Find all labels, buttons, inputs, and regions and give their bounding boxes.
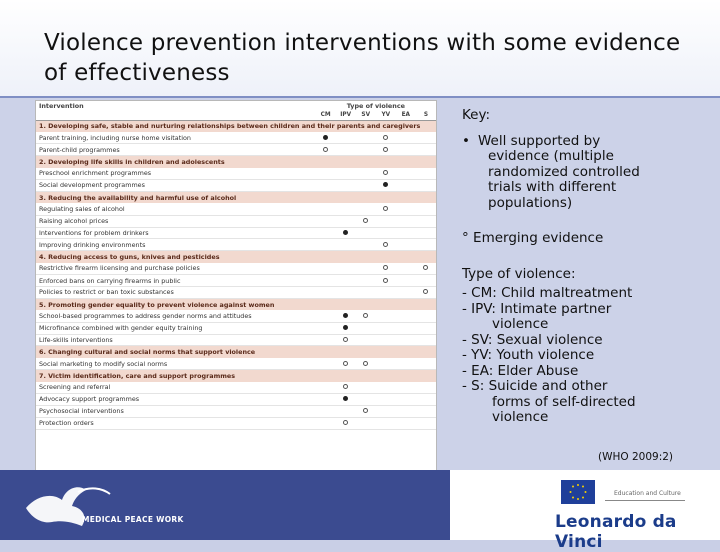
evidence-cell: [336, 215, 356, 227]
evidence-cell: [416, 179, 436, 191]
evidence-cell: [396, 275, 416, 287]
table-row: [36, 168, 436, 180]
open-circle-icon: [363, 218, 368, 223]
open-circle-icon: [423, 289, 428, 294]
open-circle-icon: °: [462, 230, 469, 246]
intervention-label: Improving drinking environments: [36, 239, 316, 251]
evidence-cell: [336, 239, 356, 251]
evidence-cell: [356, 227, 376, 239]
table-row: [36, 275, 436, 287]
evidence-cell: [396, 239, 416, 251]
evidence-cell: [396, 168, 416, 180]
evidence-cell: [336, 417, 356, 429]
evidence-cell: [316, 358, 336, 370]
evidence-cell: [396, 310, 416, 322]
evidence-cell: [416, 358, 436, 370]
section-row: [36, 346, 436, 358]
evidence-cell: [396, 215, 416, 227]
open-circle-icon: [383, 135, 388, 140]
evidence-cell: [336, 144, 356, 156]
intervention-label: Social marketing to modify social norms: [36, 358, 316, 370]
intervention-header: Intervention: [39, 102, 84, 110]
column-header: EA: [396, 111, 416, 120]
evidence-cell: [416, 322, 436, 334]
key-emerging-text: Emerging evidence: [473, 230, 604, 246]
violence-type-name: Suicide and other: [488, 378, 608, 394]
evidence-cell: [356, 144, 376, 156]
key-supported: [462, 134, 712, 150]
evidence-cell: [376, 334, 396, 346]
evidence-cell: [376, 393, 396, 405]
evidence-cell: [376, 275, 396, 287]
key-heading: Key:: [462, 107, 491, 123]
table-row: [36, 334, 436, 346]
evidence-cell: [376, 358, 396, 370]
evidence-cell: [416, 310, 436, 322]
evidence-cell: [336, 286, 356, 298]
open-circle-icon: [383, 242, 388, 247]
evidence-cell: [356, 239, 376, 251]
source-citation: (WHO 2009:2): [598, 451, 674, 463]
footer-brand-band: [0, 470, 450, 540]
intervention-label: Parent-child programmes: [36, 144, 316, 156]
evidence-cell: [416, 144, 436, 156]
evidence-cell: [376, 179, 396, 191]
evidence-cell: [356, 334, 376, 346]
evidence-cell: [356, 215, 376, 227]
intervention-label: Enforced bans on carrying firearms in public: [36, 275, 316, 287]
intervention-label: Protection orders: [36, 417, 316, 429]
evidence-cell: [396, 382, 416, 394]
intervention-label: Policies to restrict or ban toxic substances: [36, 286, 316, 298]
violence-type-item: [462, 348, 712, 364]
intervention-label: Psychosocial interventions: [36, 405, 316, 417]
intervention-label: Restrictive firearm licensing and purchase policies: [36, 263, 316, 275]
evidence-cell: [416, 417, 436, 429]
filled-dot-icon: [343, 396, 348, 401]
table-row: [36, 144, 436, 156]
evidence-cell: [336, 405, 356, 417]
programme-label: Education and Culture: [614, 490, 681, 497]
violence-type-code: - CM:: [462, 285, 497, 301]
evidence-cell: [376, 215, 396, 227]
evidence-cell: [356, 417, 376, 429]
evidence-cell: [376, 310, 396, 322]
evidence-cell: [396, 144, 416, 156]
violence-type-name: Sexual violence: [496, 331, 603, 348]
section-label: 5. Promoting gender equality to prevent violence against women: [36, 298, 436, 310]
eu-flag-icon: [561, 480, 595, 504]
section-label: 4. Reducing access to guns, knives and pesticides: [36, 251, 436, 263]
slide-title: Violence prevention interventions with some evidence of effectiveness: [44, 30, 681, 86]
table-row: [36, 393, 436, 405]
open-circle-icon: [363, 313, 368, 318]
intervention-label: Interventions for problem drinkers: [36, 227, 316, 239]
filled-dot-icon: •: [462, 132, 470, 149]
open-circle-icon: [383, 206, 388, 211]
evidence-cell: [396, 263, 416, 275]
evidence-cell: [356, 310, 376, 322]
evidence-cell: [336, 310, 356, 322]
evidence-cell: [396, 358, 416, 370]
intervention-label: Raising alcohol prices: [36, 215, 316, 227]
evidence-cell: [356, 393, 376, 405]
key-supported-line: evidence (multiple: [488, 148, 614, 164]
violence-type-name: Elder Abuse: [497, 362, 579, 379]
key-panel: [462, 108, 712, 426]
evidence-cell: [356, 203, 376, 215]
open-circle-icon: [423, 265, 428, 270]
section-row: [36, 251, 436, 263]
open-circle-icon: [363, 361, 368, 366]
evidence-cell: [376, 405, 396, 417]
filled-dot-icon: [343, 325, 348, 330]
violence-type-name: Youth violence: [496, 347, 595, 363]
table-row: [36, 132, 436, 144]
evidence-cell: [376, 132, 396, 144]
open-circle-icon: [343, 420, 348, 425]
key-supported-line: trials with different: [488, 179, 617, 195]
evidence-cell: [316, 132, 336, 144]
open-circle-icon: [343, 384, 348, 389]
evidence-cell: [416, 168, 436, 180]
evidence-cell: [356, 132, 376, 144]
evidence-cell: [356, 358, 376, 370]
evidence-cell: [356, 286, 376, 298]
evidence-cell: [396, 179, 416, 191]
evidence-cell: [396, 203, 416, 215]
evidence-cell: [316, 382, 336, 394]
violence-type-name: Child maltreatment: [501, 285, 633, 301]
evidence-cell: [416, 286, 436, 298]
violence-type-code: - SV:: [462, 331, 493, 348]
open-circle-icon: [363, 408, 368, 413]
evidence-cell: [316, 144, 336, 156]
violence-type-code: - YV:: [462, 347, 493, 363]
evidence-cell: [336, 203, 356, 215]
evidence-cell: [376, 322, 396, 334]
title-bar: [0, 0, 720, 98]
interventions-table: [36, 101, 436, 430]
evidence-cell: [316, 334, 336, 346]
evidence-cell: [396, 132, 416, 144]
evidence-cell: [316, 286, 336, 298]
evidence-cell: [416, 334, 436, 346]
table-row: [36, 239, 436, 251]
column-header: IPV: [336, 111, 356, 120]
open-circle-icon: [383, 278, 388, 283]
evidence-cell: [416, 393, 436, 405]
open-circle-icon: [343, 361, 348, 366]
intervention-label: Social development programmes: [36, 179, 316, 191]
evidence-cell: [316, 239, 336, 251]
evidence-cell: [376, 263, 396, 275]
table-row: [36, 179, 436, 191]
filled-dot-icon: [323, 135, 328, 140]
evidence-cell: [336, 358, 356, 370]
section-row: [36, 191, 436, 203]
violence-type-name: Intimate partner: [500, 300, 612, 317]
open-circle-icon: [383, 170, 388, 175]
evidence-cell: [356, 263, 376, 275]
key-supported-line: populations): [488, 194, 573, 211]
section-row: [36, 370, 436, 382]
evidence-cell: [376, 227, 396, 239]
section-label: 2. Developing life skills in children and adolescents: [36, 156, 436, 168]
evidence-cell: [416, 263, 436, 275]
evidence-cell: [416, 215, 436, 227]
table-row: [36, 417, 436, 429]
table-row: [36, 382, 436, 394]
org-name: MEDICAL PEACE WORK: [82, 515, 184, 524]
evidence-cell: [416, 382, 436, 394]
type-heading: Type of violence:: [462, 265, 576, 282]
evidence-cell: [316, 393, 336, 405]
evidence-cell: [416, 132, 436, 144]
column-header-row: [36, 111, 436, 120]
filled-dot-icon: [343, 230, 348, 235]
evidence-cell: [416, 227, 436, 239]
table-row: [36, 310, 436, 322]
evidence-cell: [316, 215, 336, 227]
evidence-cell: [356, 322, 376, 334]
key-supported-text: Well supported by: [478, 132, 601, 149]
evidence-cell: [396, 286, 416, 298]
column-header: S: [416, 111, 436, 120]
open-circle-icon: [323, 147, 328, 152]
evidence-cell: [396, 227, 416, 239]
evidence-cell: [336, 334, 356, 346]
evidence-cell: [336, 393, 356, 405]
table-body: [36, 120, 436, 429]
dove-icon: [22, 478, 112, 536]
evidence-cell: [396, 322, 416, 334]
intervention-label: Regulating sales of alcohol: [36, 203, 316, 215]
evidence-cell: [336, 322, 356, 334]
intervention-label: Life-skills interventions: [36, 334, 316, 346]
evidence-cell: [416, 405, 436, 417]
evidence-cell: [356, 179, 376, 191]
evidence-cell: [336, 275, 356, 287]
violence-type-item: [462, 379, 712, 395]
evidence-cell: [336, 179, 356, 191]
evidence-cell: [336, 227, 356, 239]
evidence-cell: [356, 382, 376, 394]
table-row: [36, 286, 436, 298]
table-row: [36, 405, 436, 417]
violence-type-code: - IPV:: [462, 300, 496, 317]
evidence-cell: [396, 393, 416, 405]
intervention-label: Parent training, including nurse home visitation: [36, 132, 316, 144]
open-circle-icon: [383, 265, 388, 270]
table-row: [36, 227, 436, 239]
section-label: 3. Reducing the availability and harmful use of alcohol: [36, 191, 436, 203]
evidence-cell: [416, 239, 436, 251]
evidence-cell: [336, 132, 356, 144]
violence-type-item: [462, 364, 712, 380]
evidence-cell: [376, 239, 396, 251]
evidence-cell: [316, 203, 336, 215]
violence-type-continuation: violence: [492, 409, 549, 425]
evidence-cell: [316, 417, 336, 429]
violence-type-item: [462, 302, 712, 318]
evidence-cell: [376, 168, 396, 180]
column-header: CM: [316, 111, 336, 120]
evidence-cell: [336, 263, 356, 275]
evidence-cell: [376, 382, 396, 394]
divider: [605, 500, 685, 501]
table-row: [36, 215, 436, 227]
key-emerging: [462, 231, 712, 247]
evidence-cell: [316, 310, 336, 322]
table-row: [36, 263, 436, 275]
column-header: YV: [376, 111, 396, 120]
evidence-cell: [316, 275, 336, 287]
evidence-cell: [396, 417, 416, 429]
evidence-cell: [316, 322, 336, 334]
evidence-cell: [416, 275, 436, 287]
violence-type-code: - EA:: [462, 362, 494, 379]
intervention-label: School-based programmes to address gender norms and attitudes: [36, 310, 316, 322]
evidence-cell: [316, 227, 336, 239]
intervention-label: Preschool enrichment programmes: [36, 168, 316, 180]
table-row: [36, 358, 436, 370]
evidence-cell: [336, 168, 356, 180]
filled-dot-icon: [383, 182, 388, 187]
evidence-cell: [316, 263, 336, 275]
evidence-cell: [376, 417, 396, 429]
evidence-cell: [376, 144, 396, 156]
evidence-cell: [356, 405, 376, 417]
filled-dot-icon: [343, 313, 348, 318]
violence-types-list: [462, 286, 712, 426]
evidence-cell: [396, 405, 416, 417]
evidence-cell: [416, 203, 436, 215]
key-supported-line: randomized controlled: [488, 163, 640, 180]
evidence-cell: [356, 168, 376, 180]
leonardo-logo: Leonardo da Vinci: [555, 512, 677, 552]
intervention-label: Advocacy support programmes: [36, 393, 316, 405]
section-label: 7. Victim identification, care and support programmes: [36, 370, 436, 382]
evidence-cell: [356, 275, 376, 287]
evidence-cell: [316, 405, 336, 417]
intervention-label: Screening and referral: [36, 382, 316, 394]
open-circle-icon: [383, 147, 388, 152]
table-row: [36, 322, 436, 334]
type-of-violence-header: Type of violence: [346, 102, 405, 110]
interventions-table-figure: [35, 100, 437, 476]
section-label: 1. Developing safe, stable and nurturing relationships between children and their parents and caregivers: [36, 120, 436, 132]
section-label: 6. Changing cultural and social norms that support violence: [36, 346, 436, 358]
open-circle-icon: [343, 337, 348, 342]
column-header: SV: [356, 111, 376, 120]
section-row: [36, 120, 436, 132]
table-row: [36, 203, 436, 215]
evidence-cell: [396, 334, 416, 346]
violence-type-continuation: violence: [492, 316, 549, 332]
evidence-cell: [316, 179, 336, 191]
violence-type-continuation: forms of self-directed: [492, 393, 636, 410]
evidence-cell: [336, 382, 356, 394]
evidence-cell: [376, 286, 396, 298]
section-row: [36, 156, 436, 168]
intervention-label: Microfinance combined with gender equity training: [36, 322, 316, 334]
violence-type-item: [462, 333, 712, 349]
section-row: [36, 298, 436, 310]
violence-type-item: [462, 286, 712, 302]
evidence-cell: [316, 168, 336, 180]
violence-type-code: - S:: [462, 378, 485, 394]
evidence-cell: [376, 203, 396, 215]
